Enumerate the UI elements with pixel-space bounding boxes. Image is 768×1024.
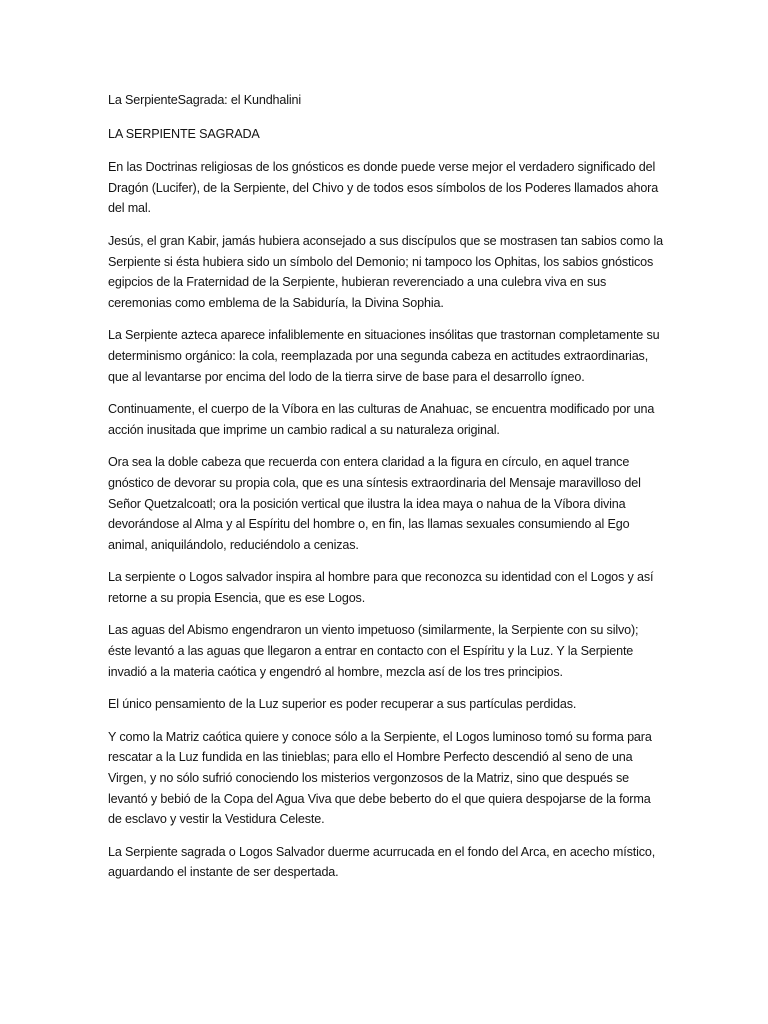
section-heading: LA SERPIENTE SAGRADA: [108, 126, 260, 141]
paragraph-4: Continuamente, el cuerpo de la Víbora en las culturas de Anahuac, se encuentra modificado por una acción inusitada que imprime un cambio radical a su naturaleza original.: [108, 402, 655, 437]
paragraph-7: Las aguas del Abismo engendraron un viento impetuoso (similarmente, la Serpiente con su silvo); éste levantó a las aguas que llegaron a entrar en contacto con el Espíritu y la Luz. Y la Serpiente invadió a la materia caótica y engendró al hombre, mezcla así de los tres principios.: [108, 623, 639, 679]
paragraph-5: Ora sea la doble cabeza que recuerda con entera claridad a la figura en círculo, en aquel trance gnóstico de devorar su propia cola, que es una síntesis extraordinaria del Mensaje maravilloso del Señor Quetzalcoatl; ora la posición vertical que ilustra la idea maya o nahua de la Víbora divina devorándose al Alma y al Espíritu del hombre o, en fin, las llamas sexuales consumiendo al Ego animal, aniquilándolo, reduciéndolo a cenizas.: [108, 455, 641, 552]
paragraph-8: El único pensamiento de la Luz superior es poder recuperar a sus partículas perdidas.: [108, 697, 577, 712]
paragraph-3: La Serpiente azteca aparece infaliblemente en situaciones insólitas que trastornan completamente su determinismo orgánico: la cola, reemplazada por una segunda cabeza en actitudes extraordinarias, que al levantarse por encima del lodo de la tierra sirve de base para el desarrollo ígneo.: [108, 328, 660, 384]
paragraph-6: La serpiente o Logos salvador inspira al hombre para que reconozca su identidad con el Logos y así retorne a su propia Esencia, que es ese Logos.: [108, 570, 654, 605]
paragraph-2: Jesús, el gran Kabir, jamás hubiera aconsejado a sus discípulos que se mostrasen tan sabios como la Serpiente si ésta hubiera sido un símbolo del Demonio; ni tampoco los Ophitas, los sabios gnósticos egipcios de la Fraternidad de la Serpiente, hubieran reverenciado a una culebra viva en sus ceremonias como emblema de la Sabiduría, la Divina Sophia.: [108, 233, 663, 310]
paragraph-1: En las Doctrinas religiosas de los gnósticos es donde puede verse mejor el verdadero significado del Dragón (Lucifer), de la Serpiente, del Chivo y de todos esos símbolos de los Poderes llamados ahora del mal.: [108, 160, 659, 216]
paragraph-9: Y como la Matriz caótica quiere y conoce sólo a la Serpiente, el Logos luminoso tomó su forma para rescatar a la Luz fundida en las tinieblas; para ello el Hombre Perfecto descendió al seno de una Virgen, y no sólo sufrió conociendo los misterios vergonzosos de la Matriz, sino que después se levantó y bebió de la Copa del Agua Viva que debe beberto do el que quiera despojarse de la forma de esclavo y vestir la Vestidura Celeste.: [108, 729, 652, 827]
paragraph-10: La Serpiente sagrada o Logos Salvador duerme acurrucada en el fondo del Arca, en acecho místico, aguardando el instante de ser despertada.: [108, 844, 656, 880]
document-title: La SerpienteSagrada: el Kundhalini: [108, 93, 302, 107]
document-page: [108, 90, 664, 895]
